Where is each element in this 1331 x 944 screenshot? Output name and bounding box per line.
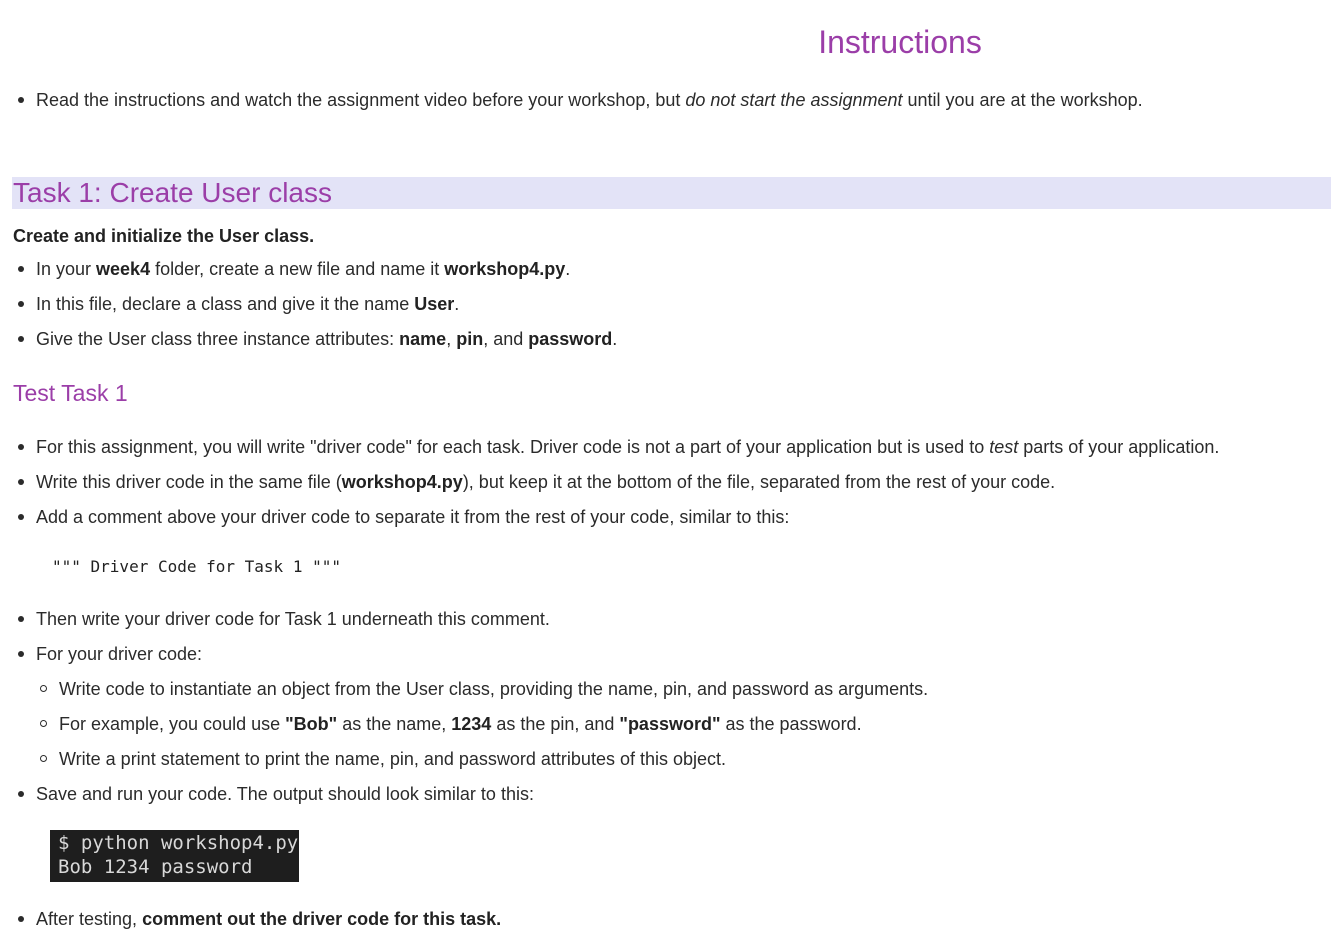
test-item-text: parts of your application. xyxy=(1018,437,1220,457)
test-item xyxy=(36,908,501,930)
test-item-text: For this assignment, you will write "driver code" for each task. Driver code is not a part of your application but is used to xyxy=(36,437,990,457)
task1-item xyxy=(36,258,570,280)
example-pin: 1234 xyxy=(451,714,492,734)
sub-item-text: as the name, xyxy=(337,714,452,734)
attribute-name: name xyxy=(399,329,447,349)
sub-item-text: as the password. xyxy=(720,714,862,734)
test-item-text: After testing, xyxy=(36,909,143,929)
test-item xyxy=(36,436,1219,458)
terminal-output xyxy=(50,830,299,882)
task1-item-text: Give the User class three instance attributes: xyxy=(36,329,400,349)
intro-text: Read the instructions and watch the assignment video before your workshop, but xyxy=(36,90,686,110)
task1-item-text: , and xyxy=(483,329,529,349)
intro-item xyxy=(36,89,1143,111)
task1-item-text: . xyxy=(565,259,571,279)
task1-item-text: In this file, declare a class and give it the name xyxy=(36,294,415,314)
example-name: "Bob" xyxy=(285,714,338,734)
sub-item-text: as the pin, and xyxy=(491,714,620,734)
task1-item-text: . xyxy=(612,329,618,349)
attribute-password: password xyxy=(528,329,613,349)
task1-item-text: folder, create a new file and name it xyxy=(150,259,445,279)
task1-subheading: Create and initialize the User class. xyxy=(13,226,315,246)
task1-item xyxy=(36,328,617,350)
task1-item xyxy=(36,293,459,315)
test-item: For your driver code: xyxy=(36,644,203,664)
sub-item: Write code to instantiate an object from the User class, providing the name, pin, and password as arguments. xyxy=(59,679,929,699)
test-item-text: Write this driver code in the same file ( xyxy=(36,472,342,492)
intro-emphasis: do not start the assignment xyxy=(685,90,903,110)
test-item: Then write your driver code for Task 1 underneath this comment. xyxy=(36,609,550,629)
file-name: workshop4.py xyxy=(444,259,566,279)
attribute-pin: pin xyxy=(456,329,484,349)
test-item: Add a comment above your driver code to separate it from the rest of your code, similar to this: xyxy=(36,507,790,527)
test-emphasis: test xyxy=(989,437,1019,457)
task1-heading: Task 1: Create User class xyxy=(13,177,332,208)
task1-header-band xyxy=(12,177,1331,209)
task1-item-text: In your xyxy=(36,259,97,279)
task1-item-text: , xyxy=(446,329,457,349)
task1-item-text: . xyxy=(454,294,460,314)
file-name: workshop4.py xyxy=(341,472,463,492)
example-password: "password" xyxy=(619,714,721,734)
intro-text-end: until you are at the workshop. xyxy=(902,90,1143,110)
test-task1-heading: Test Task 1 xyxy=(13,380,128,406)
sub-item: Write a print statement to print the name, pin, and password attributes of this object. xyxy=(59,749,727,769)
sub-item xyxy=(59,713,862,735)
terminal-command: $ python workshop4.py xyxy=(58,832,299,854)
sub-item-text: For example, you could use xyxy=(59,714,286,734)
page-title: Instructions xyxy=(818,24,982,60)
folder-name: week4 xyxy=(96,259,151,279)
test-item-text: ), but keep it at the bottom of the file, separated from the rest of your code. xyxy=(462,472,1056,492)
test-item: Save and run your code. The output should look similar to this: xyxy=(36,784,534,804)
comment-out-instruction: comment out the driver code for this task. xyxy=(142,909,502,929)
class-name: User xyxy=(414,294,455,314)
terminal-result: Bob 1234 password xyxy=(58,856,253,878)
code-comment-example: """ Driver Code for Task 1 """ xyxy=(52,557,341,576)
test-item xyxy=(36,471,1055,493)
